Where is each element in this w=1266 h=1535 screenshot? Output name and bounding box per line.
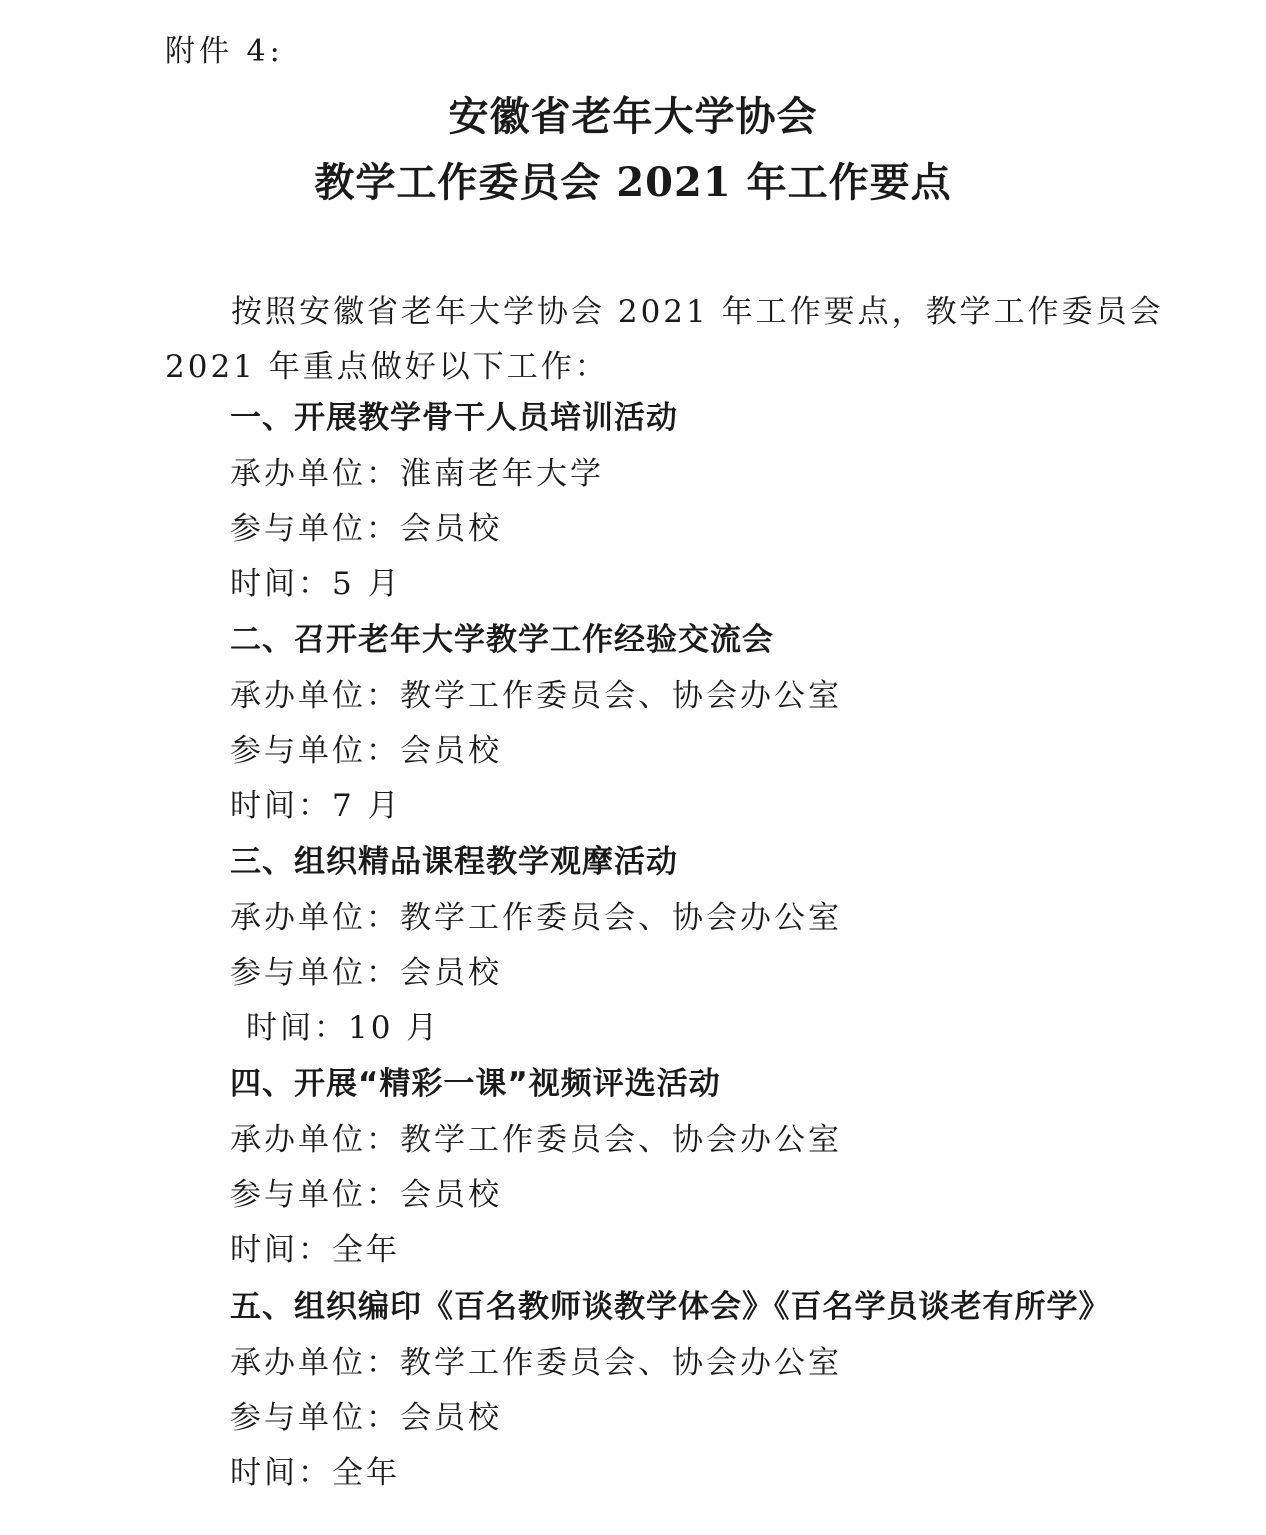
- item-3-participants: 参与单位：会员校: [230, 955, 502, 991]
- item-2-host: 承办单位：教学工作委员会、协会办公室: [230, 678, 842, 714]
- item-2-heading: 二、召开老年大学教学工作经验交流会: [230, 622, 774, 658]
- item-5-participants: 参与单位：会员校: [230, 1400, 502, 1436]
- intro-line-1: 按照安徽省老年大学协会 2021 年工作要点，教学工作委员会: [231, 294, 1164, 330]
- item-1-host: 承办单位：淮南老年大学: [230, 456, 604, 492]
- item-3-time: 时间：10 月: [246, 1010, 441, 1046]
- item-3-heading: 三、组织精品课程教学观摩活动: [230, 844, 678, 880]
- intro-paragraph: [165, 285, 1164, 395]
- item-4-heading: 四、开展“精彩一课”视频评选活动: [230, 1066, 721, 1102]
- document-title-line-1: 安徽省老年大学协会: [448, 93, 818, 140]
- item-5-time: 时间：全年: [230, 1455, 400, 1491]
- item-2-participants: 参与单位：会员校: [230, 733, 502, 769]
- item-4-host: 承办单位：教学工作委员会、协会办公室: [230, 1122, 842, 1158]
- item-1-participants: 参与单位：会员校: [230, 511, 502, 547]
- item-5-heading: 五、组织编印《百名教师谈教学体会》《百名学员谈老有所学》: [230, 1289, 1111, 1325]
- item-5-host: 承办单位：教学工作委员会、协会办公室: [230, 1345, 842, 1381]
- item-4-time: 时间：全年: [230, 1232, 400, 1268]
- attachment-label: 附件 4:: [165, 34, 284, 69]
- item-2-time: 时间：7 月: [230, 788, 402, 824]
- item-3-host: 承办单位：教学工作委员会、协会办公室: [230, 900, 842, 936]
- intro-line-2: 2021 年重点做好以下工作：: [165, 349, 609, 385]
- item-1-time: 时间：5 月: [230, 566, 402, 602]
- document-title-line-2: 教学工作委员会 2021 年工作要点: [314, 159, 952, 206]
- item-1-heading: 一、开展教学骨干人员培训活动: [230, 400, 678, 436]
- item-4-participants: 参与单位：会员校: [230, 1177, 502, 1213]
